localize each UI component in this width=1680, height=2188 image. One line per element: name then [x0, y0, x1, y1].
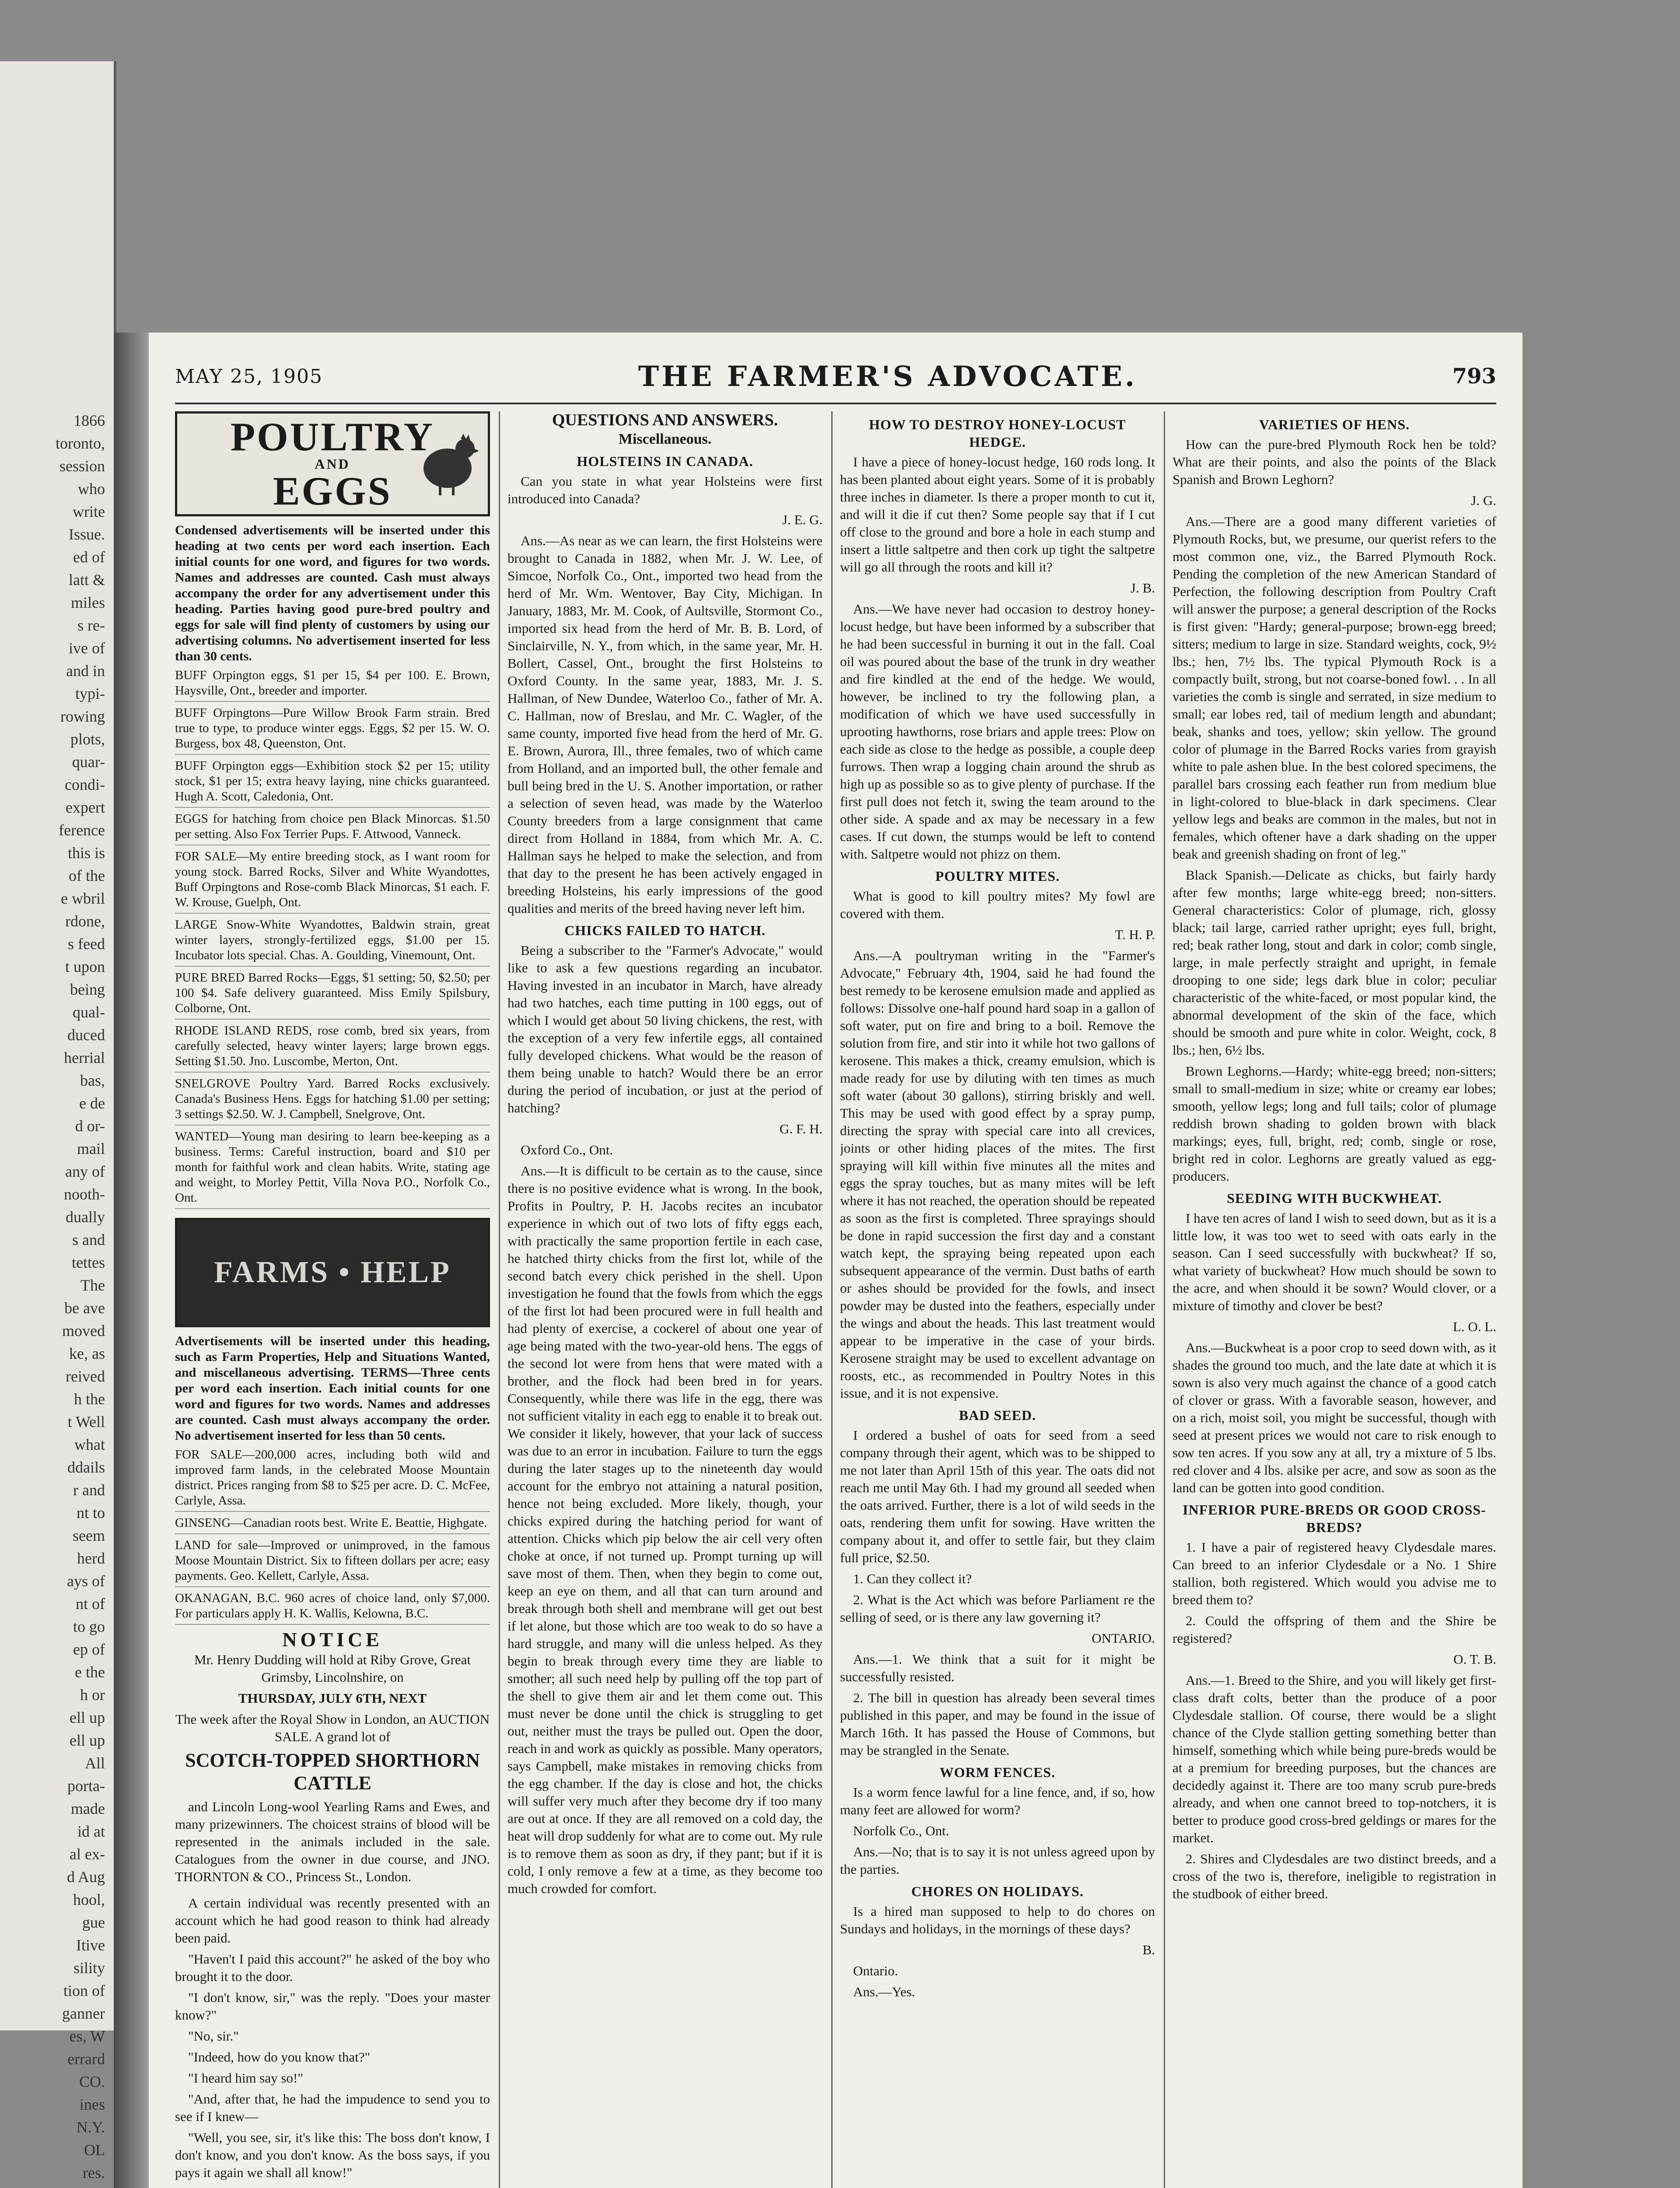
answer-paragraphs — [1172, 513, 1496, 1185]
notice-details: and Lincoln Long-wool Yearling Rams and Ewes, and many prizewinners. The choicest strains of blood will be represented in the animals included in the sale. Catalogues from the owner in due course, and JNO. THORNTON & CO., Princess St., London. — [175, 1799, 490, 1884]
previous-page-fragment: miles — [71, 594, 105, 611]
article-heading-hens: VARIETIES OF HENS. — [1259, 417, 1410, 432]
previous-page-fragment: toronto, — [56, 435, 105, 452]
farms-help-banner: FARMS • HELP — [175, 1218, 490, 1327]
question-signature: ONTARIO. — [1092, 1630, 1155, 1646]
previous-page-fragment: duced — [67, 1026, 105, 1044]
question-text: 2. What is the Act which was before Parliament re the selling of seed, or is there any law governing it? — [840, 1592, 1155, 1625]
previous-page-fragment: h the — [74, 1390, 105, 1408]
previous-page-fragment: nooth- — [64, 1185, 105, 1203]
poultry-ads-list — [175, 668, 490, 1209]
question-text: I have a piece of honey-locust hedge, 160 rods long. It has been planted about eight years. Some of it is probably three inches in diameter. Is there a proper month to cut it, and will it die if cut then? Some people say that if I cut off close to the ground and bore a hole in each stump and insert a little saltpetre and then cork up tight the saltpetre will go all through the roots and kill it? — [840, 454, 1155, 575]
classified-ad: OKANAGAN, B.C. 960 acres of choice land, only $7,000. For particulars apply H. K. Wallis, Kelowna, B.C. — [175, 1591, 490, 1625]
previous-page-fragment: dually — [66, 1208, 105, 1226]
previous-page-fragment: tettes — [72, 1254, 105, 1271]
previous-page-fragment: nt of — [76, 1595, 105, 1613]
anecdote-paragraph: "I heard him say so!" — [188, 2070, 303, 2086]
previous-page-fragment: sility — [73, 1959, 105, 1977]
previous-page-fragment: nt to — [76, 1504, 105, 1522]
answer-text: Ans.—Yes. — [853, 1984, 915, 1999]
classified-ad: GINSENG—Canadian roots best. Write E. Beattie, Highgate. — [175, 1515, 490, 1534]
classified-ad: RHODE ISLAND REDS, rose comb, bred six years, from carefully selected, heavy winter layers; large brown eggs. Setting $1.50. Jno. Luscombe, Merton, Ont. — [175, 1023, 490, 1073]
previous-page-strip — [0, 61, 116, 2181]
previous-page-fragment: rowing — [60, 708, 105, 725]
column-divider — [831, 411, 833, 2188]
question-location: Norfolk Co., Ont. — [853, 1823, 949, 1838]
poultry-eggs-banner — [175, 411, 490, 516]
classified-ad: BUFF Orpington eggs—Exhibition stock $2 per 15; utility stock, $1 per 15; extra heavy laying, nine chicks guaranteed. Hugh A. Scott, Caledonia, Ont. — [175, 758, 490, 808]
previous-page-fragment: tion of — [63, 1982, 105, 1999]
classified-ad: PURE BRED Barred Rocks—Eggs, $1 setting; 50, $2.50; per 100 $4. Safe delivery guaranteed. Miss Emily Spilsbury, Colborne, Ont. — [175, 970, 490, 1020]
classified-ad: LAND for sale—Improved or unimproved, in the famous Moose Mountain District. Six to fifteen dollars per acre; easy payments. Geo. Kellett, Carlyle, Assa. — [175, 1538, 490, 1587]
answer-text: Ans.—1. Breed to the Shire, and you will likely get first-class draft colts, better than the produce of a poor Clydesdale stallion. Of course, there would be a slight chance of the Clyde stallion getting something better than himself, something which while being pure-breds would be at a premium for breeding purposes, but the chances are decidedly against it. There are too many scrub pure-breds already, and when one cannot breed to top-notchers, it is better to produce good cross-bred geldings or mares for the market. — [1172, 1673, 1496, 1845]
masthead-title: THE FARMER'S ADVOCATE. — [638, 360, 1138, 393]
previous-page-fragment: mail — [77, 1140, 105, 1157]
question-signature: O. T. B. — [1453, 1652, 1496, 1667]
notice-date: THURSDAY, JULY 6TH, NEXT — [238, 1690, 427, 1706]
question-text: Being a subscriber to the "Farmer's Advocate," would like to ask a few questions regarding an incubator. Having invested in an incubator in March, have already had two hatches, each time putting in 100 eggs, out of which I would get about 50 living chickens, the rest, with the exception of a very few infertile eggs, all contained fully developed chickens. What would be the reason of them being unable to hatch? Would there be an error during the period of incubation, or just at the period of hatching? — [508, 943, 822, 1115]
poultry-ad-terms: Condensed advertisements will be inserted under this heading at two cents per word each insertion. Each initial counts for one word, and figures for two words. Names and addresses are counted. Cash must always accompany the order for any advertisement under this heading. Parties having good pure-bred poultry and eggs for sale will find plenty of customers by using our advertising columns. No advertisement inserted for less than 30 cents. — [175, 523, 490, 663]
banner-eggs: EGGS — [273, 469, 392, 513]
question-signature: G. F. H. — [779, 1121, 822, 1136]
anecdote-paragraph: "Indeed, how do you know that?" — [188, 2049, 371, 2065]
anecdote-paragraph: "Well, you see, sir, it's like this: The boss don't know, I don't know, and you don't know. As the boss says, if you pays it again we shall all know!" — [175, 2130, 490, 2180]
previous-page-fragment: e the — [75, 1663, 105, 1681]
previous-page-fragment: ference — [59, 821, 105, 839]
previous-page-fragment: ell up — [70, 1732, 105, 1749]
previous-page-fragment: this is — [67, 844, 105, 862]
answer-text: Ans.—A poultryman writing in the "Farmer's Advocate," February 4th, 1904, said he had found the best remedy to be kerosene emulsion made and applied as follows: Dissolve one-half pound hard soap in a gallon of soft water, put on fire and bring to a boil. Remove the solution from fire, and stir into it while hot two gallons of kerosene. This makes a thick, creamy emulsion, which is made ready for use by diluting with ten times as much soft water (about 30 gallons), stirring briskly and well. This may be used with good effect by a spray pump, directing the spray with special care into all crevices, joints or other hiding places of the mites. The first spraying will kill within five minutes all the mites and eggs the spray touches, but as many mites will be left where it has not reached, the operation should be repeated as soon as the first is completed. Three sprayings should be done in rapid succession the first day and a constant watch kept, the spraying being repeated upon each subsequent appearance of the vermin. Dust baths of earth or ashes should be provided for the fowls, and insect powder may be dusted into the feathers, especially under the wings and about the heads. This last treatment would appear to be imperative in the case of your birds. Kerosene straight may be used to excellent advantage on roosts, etc., as recommended in Poultry Notes in this issue, and it is not expensive. — [840, 948, 1155, 1401]
question-location: Oxford Co., Ont. — [521, 1142, 613, 1157]
answer-paragraphs — [508, 1162, 822, 1897]
previous-page-fragment: gue — [82, 1914, 105, 1931]
column-questions-1 — [508, 411, 822, 2188]
previous-page-fragment: porta- — [67, 1777, 105, 1795]
previous-page-fragment: ke, as — [69, 1345, 105, 1362]
banner-title: POULTRY — [230, 414, 435, 459]
previous-page-fragment: N.Y. — [76, 2118, 105, 2136]
notice-cattle-headline: SCOTCH-TOPPED SHORTHORN CATTLE — [185, 1750, 480, 1794]
previous-page-fragment: 1866 — [74, 412, 105, 429]
previous-page-fragment: hool, — [73, 1891, 105, 1908]
previous-page-fragment: id at — [77, 1823, 105, 1840]
previous-page-fragment: ive of — [69, 639, 105, 657]
previous-page-fragment: of the — [69, 867, 105, 884]
classified-ad: FOR SALE—My entire breeding stock, as I want room for young stock. Barred Rocks, Silver and White Wyandottes, Buff Orpingtons and Rose-comb Black Minorcas, $1 each. F. W. Krouse, Guelph, Ont. — [175, 849, 490, 914]
classified-ad: LARGE Snow-White Wyandottes, Baldwin strain, great winter layers, strongly-fertilized eggs, $1.00 per 15. Incubator lots special. Chas. A. Goulding, Vinemount, Ont. — [175, 917, 490, 967]
notice-heading: NOTICE — [282, 1628, 383, 1651]
previous-page-fragment: ddails — [67, 1459, 105, 1476]
previous-page-fragment: The — [80, 1276, 105, 1294]
question-text: I have ten acres of land I wish to seed down, but as it is a little low, it was too wet to seed with oats early in the season. Can I seed successfully with buckwheat? If so, what variety of buckwheat? How much should be sown to the acre, and when should it be sown? Would clover, or a mixture of timothy and clover be best? — [1172, 1210, 1496, 1313]
banner-and: AND — [315, 456, 350, 472]
answer-text: 2. Shires and Clydesdales are two distinct breeds, and a cross of the two is, therefore, ineligible to registration in the studbook of either breed. — [1172, 1851, 1496, 1901]
previous-page-fragment: t upon — [65, 958, 105, 975]
question-text: I ordered a bushel of oats for seed from a seed company through their agent, which was to be shipped to me not later than April 15th of this year. The oats did not reach me until May 6th. I had my ground all seeded when the oats arrived. Further, there is a lot of wild seeds in the oats, rendering them unfit for sowing. Have written the company about it, and offer to settle fair, but they claim full price, $2.50. — [840, 1427, 1155, 1565]
previous-page-fragment: bas, — [80, 1072, 105, 1089]
question-location: Ontario. — [853, 1963, 898, 1978]
previous-page-fragment: r and — [73, 1481, 105, 1499]
classified-ad: SNELGROVE Poultry Yard. Barred Rocks exclusively. Canada's Business Hens. Eggs for hatching $1.00 per setting; 3 settings $2.50. W. J. Campbell, Snelgrove, Ont. — [175, 1076, 490, 1126]
previous-page-fragment: condi- — [65, 776, 105, 793]
previous-page-fragment: h or — [80, 1686, 105, 1704]
previous-page-fragment: and in — [66, 662, 105, 680]
previous-page-fragment: All — [84, 1754, 105, 1772]
article-heading-chores: CHORES ON HOLIDAYS. — [911, 1883, 1084, 1899]
previous-page-fragment: s and — [72, 1231, 105, 1248]
column-questions-2 — [840, 411, 1155, 2188]
classified-ad: FOR SALE—200,000 acres, including both wild and improved farm lands, in the celebrated Moose Mountain district. Prices ranging from $8 to $25 per acre. D. C. McFee, Carlyle, Assa. — [175, 1447, 490, 1512]
previous-page-fragment: plots, — [70, 730, 105, 748]
answer-text: Ans.—1. We think that a suit for it might be successfully resisted. — [840, 1652, 1155, 1684]
page-number: 793 — [1452, 364, 1496, 389]
previous-page-fragment: ines — [80, 2096, 105, 2113]
previous-page-fragment: made — [71, 1800, 105, 1817]
previous-page-fragment: write — [73, 503, 105, 520]
previous-page-fragment: session — [59, 457, 105, 475]
answer-text: Ans.—It is difficult to be certain as to the cause, since there is no positive evidence what is wrong. In the book, Profits in Poultry, P. H. Jacobs recites an incubator experience in which out of two lots of fifty eggs each, with practically the same proportion fertile in each case, he hatched thirty chicks from the first lot, while of the second batch every chick perished in the shell. Upon investigation he found that the fowls from which the eggs of the first lot had been procured were in full health and had plenty of exercise, a cockerel of about one year of age being mated with the two-year-old hens. The eggs of the second lot were from hens that were mated with a brother, and the flock had been bred in for years. Consequently, while there was life in the egg, there was not sufficient vitality in each egg to enable it to break out. We consider it likely, however, that your lack of success was due to an error in incubation. Failure to turn the eggs during the later stages up to the nineteenth day would account for the embryo not attaining a natural position, hence not being excluded. More likely, though, your chicks expired during the hatching period for want of attention. Chicks which pip below the air cell very often choke at once, if not turned up. Prompt turning up will save most of them. Then, when they begin to come out, keep an eye on them, and all that can turn around and break through both shell and membrane will get out best if let alone, but those which are too weak to do so have a hard struggle, and many will die unless helped. As they begin to break through every time they are liable to smother; all such need help by pulling off the top part of the shell to give them air and let them come out. This must never be done until the chick is struggling to get out, neither must the trays be pulled out. Open the door, reach in and work as quickly as possible. Many operators, says Campbell, make mistakes in removing chicks from the egg chamber. If the day is close and hot, the chicks will suffer very much after they become dry if too many are out at once. If they are all removed on a cold day, the heat will drop suddenly for what are to come out. My rule is to remove them as soon as dry, if they pant; but if it is cold, I only remove a few at a time, as they become too much crowded for comfort. — [508, 1163, 822, 1896]
question-signature: J. G. — [1471, 493, 1496, 508]
previous-page-fragment: e wbril — [61, 890, 105, 907]
question-signature: L. O. L. — [1452, 1319, 1496, 1334]
article-heading-holsteins: HOLSTEINS IN CANADA. — [577, 453, 753, 469]
previous-page-fragment: seem — [73, 1527, 105, 1544]
header-rule — [175, 403, 1496, 404]
previous-page-fragment: ell up — [70, 1709, 105, 1726]
answer-text: Black Spanish.—Delicate as chicks, but fairly hardy after few months; large white-egg breed; non-sitters. General characteristics: Color of plumage, rich, glossy black; tail large, carried rather upright; eyes full, bright, red; beak rather long, stout and dark in color; comb single, large, in male perfectly straight and upright, in female drooping to one side; legs dark blue in color; peculiar characteristic of the white-faced, or most popular kind, the abnormal development of the skin of the face, which should be smooth and pure white in color. Weight, cock, 8 lbs.; hen, 6½ lbs. — [1172, 867, 1496, 1058]
question-text: 1. Can they collect it? — [853, 1571, 972, 1586]
previous-page-fragment: Issue. — [69, 526, 105, 543]
article-heading-bad-seed: BAD SEED. — [959, 1407, 1036, 1423]
anecdote-paragraph: "No, sir." — [188, 2028, 239, 2044]
previous-page-fragment: rdone, — [65, 912, 105, 930]
answer-text: Brown Leghorns.—Hardy; white-egg breed; non-sitters; small to small-medium in size; white or creamy ear lobes; smooth, yellow legs; long and full tails; color of plumage reddish brown shading to golden brown with black markings; eyes, full, bright, red; comb, single or rose, bright red in color. Leghorns are greatly valued as egg-producers. — [1172, 1063, 1496, 1184]
column-divider — [499, 411, 500, 2188]
answer-text: Ans.—No; that is to say it is not unless agreed upon by the parties. — [840, 1844, 1155, 1877]
question-signature: T. H. P. — [1115, 927, 1155, 942]
hen-illustration-icon — [413, 427, 478, 497]
column-questions-3 — [1172, 411, 1496, 2188]
previous-page-fragment: d or- — [75, 1117, 105, 1135]
question-signature: J. E. G. — [782, 512, 822, 527]
farms-ad-terms: Advertisements will be inserted under this heading, such as Farm Properties, Help and Situations Wanted, and miscellaneous advertising. TERMS—Three cents per word each insertion. Each initial counts for one word and figures for two words. Names and addresses are counted. Cash must always accompany the order. No advertisement inserted for less than 50 cents. — [175, 1334, 490, 1443]
classified-ad: EGGS for hatching from choice pen Black Minorcas. $1.50 per setting. Also Fox Terrier Pups. F. Attwood, Vanneck. — [175, 811, 490, 845]
previous-page-fragment: any of — [65, 1163, 105, 1180]
anecdote-paragraph: A certain individual was recently presented with an account which he had good reason to think had already been paid. — [175, 1895, 490, 1946]
answer-text: Ans.—We have never had occasion to destroy honey-locust hedge, but have been informed by a subscriber that he had been successful in burning it out in the fall. Coal oil was poured about the base of the trunk in dry weather and fire kindled at the end of the hedge. We would, however, be inclined to try the following plan, a modification of which we have used successfully in uprooting hawthorns, rose briars and apple trees: Plow on each side as close to the hedge as possible, a couple deep furrows. Then wrap a logging chain around the shrub as high up as possible so as to give plenty of purchase. If the first pull does not fetch it, swing the team around to the other side. A spade and ax may be necessary in a few cases. If cut down, the stumps would be left to contend with. Saltpetre would not phizz on them. — [840, 601, 1155, 862]
previous-page-fragment: qual- — [73, 1003, 105, 1021]
question-text: 1. I have a pair of registered heavy Clydesdale mares. Can breed to an inferior Clydesdale or a No. 1 Shire stallion, both registered. Which would you advise me to breed them to? — [1172, 1539, 1496, 1607]
answer-text: Ans.—Buckwheat is a poor crop to seed down with, as it shades the ground too much, and the late date at which it is sown is also very much against the chance of a good catch of clover or grass. With a favorable season, however, and on a rich, moist soil, you might be successful, though with seed at present prices we would not care to risk enough to sow ten acres. If you sow any at all, try a mixture of 5 lbs. red clover and 4 lbs. alsike per acre, and sow as soon as the land can be gotten into good condition. — [1172, 1340, 1496, 1495]
previous-page-fragment: res. — [83, 2164, 105, 2181]
question-text: How can the pure-bred Plymouth Rock hen be told? What are their points, and also the points of the Black Spanish and Brown Leghorn? — [1172, 437, 1496, 487]
anecdote-paragraph: "I don't know, sir," was the reply. "Does your master know?" — [175, 1990, 490, 2023]
previous-page-fragment: being — [70, 981, 105, 998]
column-divider — [1164, 411, 1165, 2188]
question-signature: B. — [1142, 1942, 1155, 1957]
previous-page-fragment: ed of — [73, 548, 105, 566]
page-header — [175, 359, 1496, 394]
answer-text: Ans.—As near as we can learn, the first Holsteins were brought to Canada in 1882, when Mr. J. W. Lee, of Simcoe, Norfolk Co., Ont., imported two head from the herd of Mr. Wm. Wentover, Bay City, Michigan. In January, 1883, Mr. M. Cook, of Aultsville, Stormont Co., imported six head from the herd of Mr. B. B. Lord, of Sinclairville, N. Y., from which, in the same year, Mr. H. Bollert, Cassel, Ont., brought the first Holsteins to Oxford County. In the same year, 1883, Mr. J. S. Hallman, of New Dundee, Waterloo Co., father of Mr. A. C. Hallman, now of Breslau, and Mr. C. Wagler, of the same county, imported five head from the herd of Mr. G. E. Brown, Aurora, Ill., three females, two of which came from Holland, and an imported bull, the other female and bull being bred in the U. S. Another importation, or rather a selection of seven head, was made by the Waterloo County breeders from a large consignment that came direct from Holland in 1884, from which Mr. A. C. Hallman says he helped to make the selection, and from that day to the present he has been actively engaged in breeding Holsteins, his early impressions of the good qualities and merits of the breed having never left him. — [508, 533, 822, 916]
previous-page-fragment: s re- — [77, 617, 105, 634]
previous-page-fragment: typi- — [75, 685, 105, 702]
anecdote-story — [175, 1894, 490, 2181]
question-text: Is a hired man supposed to help to do chores on Sundays and holidays, in the mornings of these days? — [840, 1904, 1155, 1936]
previous-page-fragment: al ex- — [70, 1845, 105, 1863]
previous-page-fragment: CO. — [79, 2073, 105, 2090]
previous-page-fragment: to go — [73, 1618, 105, 1635]
question-text: 2. Could the offspring of them and the Shire be registered? — [1172, 1613, 1496, 1646]
question-signature: J. B. — [1130, 580, 1155, 596]
answer-text: 2. The bill in question has already been several times published in this paper, and may be found in the issue of March 16th. It has passed the House of Commons, but may be strangled in the Senate. — [840, 1690, 1155, 1758]
previous-page-fragment: Itive — [76, 1936, 105, 1954]
classified-ad: BUFF Orpington eggs, $1 per 15, $4 per 100. E. Brown, Haysville, Ont., breeder and importer. — [175, 668, 490, 702]
section-subheading: Miscellaneous. — [618, 431, 712, 447]
notice-text: Mr. Henry Dudding will hold at Riby Grove, Great Grimsby, Lincolnshire, on — [194, 1652, 471, 1685]
previous-page-fragment: OL — [84, 2141, 105, 2159]
previous-page-fragment: expert — [66, 799, 105, 816]
newspaper-page — [149, 333, 1522, 2188]
previous-page-fragment: quar- — [72, 753, 105, 771]
previous-page-fragment: reived — [66, 1368, 105, 1385]
previous-page-fragment: t Well — [67, 1413, 105, 1431]
answer-text: Ans.—There are a good many different varieties of Plymouth Rocks, but, we presume, our querist refers to the most common one, viz., the Barred Plymouth Rock. Pending the completion of the new American Standard of Perfection, the following description from Poultry Craft will answer the purpose; a general description of the Rocks is first given: "Hardy; general-purpose; brown-egg breed; sitters; medium to large in size. Standard weights, cock, 9½ lbs.; hen, 7½ lbs. The typical Plymouth Rock is a compactly built, strong, but not coarse-boned fowl. . . In all varieties the comb is single and serrated, in size medium to small; ear lobes red, tail of medium length and abundant; beak, shanks and toes, yellow; skin yellow. The ground color of plumage in the Barred Rocks varies from grayish white to pale ashen blue. In the best colored specimens, the parallel bars crossing each feather run from medium blue in light-colored to blue-black in dark specimens. Clear yellow legs and beaks are common in the males, but not in females, which oftener have a dark shading on the upper beak and greenish shading on front of leg." — [1172, 514, 1496, 862]
article-heading-hedge: HOW TO DESTROY HONEY-LOCUST HEDGE. — [869, 417, 1126, 450]
issue-date: MAY 25, 1905 — [175, 365, 323, 388]
classified-ad: WANTED—Young man desiring to learn bee-keeping as a business. Terms: Careful instruction, board and $10 per month for faithful work and clean habits. Write, stating age and weight, to Morley Pettit, Villa Nova P.O., Norfolk Co., Ont. — [175, 1129, 490, 1209]
previous-page-fragment: d Aug — [66, 1868, 105, 1886]
previous-page-fragment: e de — [79, 1094, 105, 1112]
question-text: What is good to kill poultry mites? My fowl are covered with them. — [840, 888, 1155, 921]
previous-page-fragment: be ave — [64, 1299, 105, 1317]
article-heading-chicks: CHICKS FAILED TO HATCH. — [564, 922, 766, 938]
classified-ad: BUFF Orpingtons—Pure Willow Brook Farm strain. Bred true to type, to produce winter eggs. Eggs, $2 per 15. W. O. Burgess, box 48, Queenston, Ont. — [175, 705, 490, 755]
previous-page-fragment: errard — [67, 2050, 105, 2068]
previous-page-fragment: latt & — [69, 571, 105, 589]
previous-page-fragment: ep of — [73, 1641, 105, 1658]
column-classifieds — [175, 411, 490, 2188]
notice-auction: The week after the Royal Show in London, an AUCTION SALE. A grand lot of — [175, 1711, 490, 1744]
previous-page-fragment: who — [78, 480, 105, 498]
question-text: Can you state in what year Holsteins were first introduced into Canada? — [508, 473, 822, 506]
previous-page-fragment: what — [74, 1436, 105, 1453]
previous-page-fragment: herd — [77, 1550, 105, 1567]
anecdote-paragraph: "Haven't I paid this account?" he asked of the boy who brought it to the door. — [175, 1951, 490, 1984]
article-heading-crossbreds: INFERIOR PURE-BREDS OR GOOD CROSS-BREDS? — [1183, 1502, 1486, 1535]
section-heading: QUESTIONS AND ANSWERS. — [552, 411, 778, 429]
previous-page-fragment: herrial — [64, 1049, 105, 1066]
anecdote-paragraph: "And, after that, he had the impudence to send you to see if I knew— — [175, 2091, 490, 2124]
question-text: Is a worm fence lawful for a line fence, and, if so, how many feet are allowed for worm? — [840, 1785, 1155, 1817]
farm-ads-list — [175, 1447, 490, 1625]
article-heading-buckwheat: SEEDING WITH BUCKWHEAT. — [1227, 1190, 1442, 1206]
previous-page-fragment: s feed — [68, 935, 105, 953]
previous-page-fragment: ays of — [67, 1572, 105, 1590]
previous-page-fragment: ganner — [62, 2005, 105, 2022]
article-heading-mites: POULTRY MITES. — [935, 868, 1060, 884]
previous-page-fragment: es, W — [69, 2027, 105, 2045]
previous-page-fragment: moved — [62, 1322, 105, 1339]
page-binding-shadow — [114, 333, 149, 2188]
article-heading-worm-fences: WORM FENCES. — [939, 1764, 1056, 1780]
